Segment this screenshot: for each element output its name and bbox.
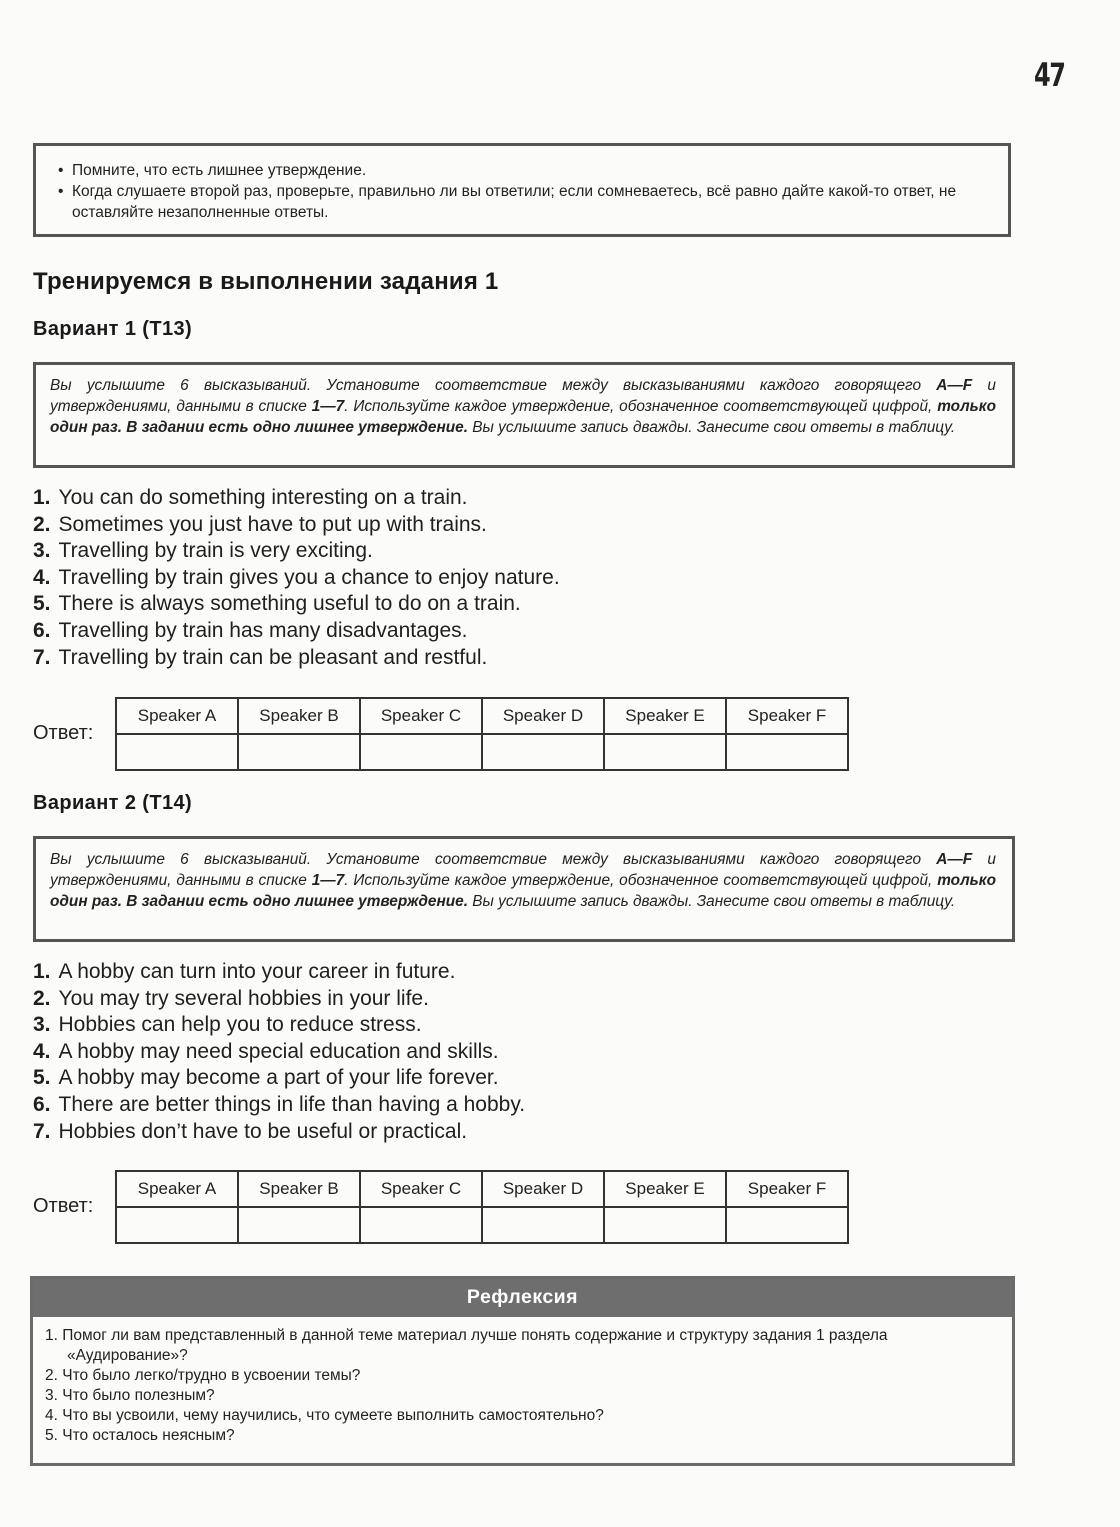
statement-text: There is always something useful to do on a train. [58, 592, 521, 616]
speaker-header: Speaker C [360, 698, 482, 734]
instruction-range: 1—7 [311, 872, 345, 889]
instruction-speakers: A—F [936, 851, 973, 868]
variant-2-instruction [33, 836, 1015, 942]
variant-1-statements [33, 485, 560, 671]
statement-number: 5. [33, 592, 51, 616]
speaker-header: Speaker A [116, 698, 238, 734]
statement-number: 6. [33, 618, 51, 642]
reflection-item: 1. Помог ли вам представленный в данной теме материал лучше понять содержание и структуру задания 1 раздела «Аудирование»? [45, 1327, 888, 1364]
statement-text: Sometimes you just have to put up with trains. [58, 512, 487, 536]
variant-2-title: Вариант 2 (Т14) [33, 792, 193, 814]
statement-number: 3. [33, 1013, 51, 1037]
reflection-item: 3. Что было полезным? [45, 1387, 215, 1404]
reflection-item: 5. Что осталось неясным? [45, 1427, 235, 1444]
section-title: Тренируемся в выполнении задания 1 [33, 268, 499, 295]
speaker-header: Speaker F [726, 1171, 848, 1207]
statement-text: You can do something interesting on a train. [58, 486, 468, 509]
statement-item [33, 1039, 525, 1066]
statement-item [33, 538, 560, 565]
statement-item [33, 512, 560, 539]
instruction-text: . Используйте каждое утверждение, обозначенное соответствующей цифрой, [344, 398, 938, 415]
speaker-header: Speaker F [726, 698, 848, 734]
reflection-title: Рефлексия [33, 1279, 1012, 1317]
answer-cell[interactable] [116, 1207, 238, 1243]
statement-item [33, 1119, 525, 1146]
answer-cell[interactable] [604, 1207, 726, 1243]
answer-cell[interactable] [238, 1207, 360, 1243]
statement-number: 4. [33, 565, 51, 589]
variant-1-title: Вариант 1 (Т13) [33, 318, 193, 340]
statement-item [33, 1092, 525, 1119]
reflection-item: 2. Что было легко/трудно в усвоении темы? [45, 1367, 361, 1384]
answer-label: Ответ: [33, 722, 94, 744]
speaker-header: Speaker D [482, 698, 604, 734]
statement-item [33, 1012, 525, 1039]
answer-cell[interactable] [482, 1207, 604, 1243]
statement-text: Travelling by train gives you a chance to enjoy nature. [58, 565, 560, 589]
statement-number: 7. [33, 645, 51, 669]
instruction-text: и утверждениями, данными в списке [50, 377, 996, 415]
answer-input-row [116, 1207, 848, 1243]
instruction-emphasis: только один раз. В задании есть одно лишнее утверждение. [50, 398, 996, 436]
statement-item [33, 591, 560, 618]
reflection-box [30, 1276, 1015, 1466]
speaker-header: Speaker D [482, 1171, 604, 1207]
page-number: 47 [1034, 56, 1065, 94]
statement-item [33, 1065, 525, 1092]
statement-text: Travelling by train has many disadvantages. [58, 618, 468, 642]
statement-text: A hobby may become a part of your life forever. [58, 1066, 499, 1090]
answer-cell[interactable] [726, 1207, 848, 1243]
statement-number: 1. [33, 486, 51, 509]
variant-2-answer-table [115, 1170, 849, 1244]
instruction-speakers: A—F [936, 377, 973, 394]
instruction-text: Вы услышите запись дважды. Занесите свои ответы в таблицу. [468, 893, 956, 910]
answer-cell[interactable] [360, 1207, 482, 1243]
instruction-text: Вы услышите запись дважды. Занесите свои ответы в таблицу. [468, 419, 956, 436]
statement-text: Travelling by train is very exciting. [58, 539, 373, 563]
instruction-range: 1—7 [311, 398, 345, 415]
answer-cell[interactable] [116, 734, 238, 770]
variant-1-answer-table [115, 697, 849, 771]
answer-input-row [116, 734, 848, 770]
reflection-list [33, 1317, 1012, 1446]
instruction-text: . Используйте каждое утверждение, обозначенное соответствующей цифрой, [344, 872, 938, 889]
reflection-item: 4. Что вы усвоили, чему научились, что сумеете выполнить самостоятельно? [45, 1407, 604, 1424]
answer-cell[interactable] [726, 734, 848, 770]
instruction-emphasis: только один раз. В задании есть одно лишнее утверждение. [50, 872, 996, 910]
variant-2-statements [33, 959, 525, 1145]
speaker-header: Speaker E [604, 1171, 726, 1207]
answer-cell[interactable] [482, 734, 604, 770]
statement-number: 5. [33, 1066, 51, 1090]
statement-number: 2. [33, 512, 51, 536]
statement-number: 4. [33, 1039, 51, 1063]
variant-1-instruction [33, 362, 1015, 468]
statement-text: Hobbies don’t have to be useful or practical. [58, 1119, 468, 1143]
statement-number: 6. [33, 1092, 51, 1116]
statement-text: You may try several hobbies in your life. [58, 986, 429, 1010]
instruction-text: Вы услышите 6 высказываний. Установите соответствие между высказываниями каждого говорящего [50, 851, 937, 868]
speaker-header: Speaker B [238, 1171, 360, 1207]
speaker-header: Speaker C [360, 1171, 482, 1207]
statement-item [33, 645, 560, 672]
answer-cell[interactable] [238, 734, 360, 770]
tips-list [60, 160, 988, 223]
tips-box [33, 143, 1011, 237]
answer-header-row [116, 1171, 848, 1207]
statement-item [33, 959, 525, 986]
statement-text: Hobbies can help you to reduce stress. [58, 1013, 422, 1037]
speaker-header: Speaker B [238, 698, 360, 734]
statement-item [33, 565, 560, 592]
statement-number: 7. [33, 1119, 51, 1143]
statement-item [33, 986, 525, 1013]
statement-number: 1. [33, 960, 51, 983]
answer-cell[interactable] [604, 734, 726, 770]
instruction-text: и утверждениями, данными в списке [50, 851, 996, 889]
statement-text: A hobby can turn into your career in future. [58, 960, 456, 983]
instruction-text: Вы услышите 6 высказываний. Установите соответствие между высказываниями каждого говорящего [50, 377, 937, 394]
answer-label: Ответ: [33, 1195, 94, 1217]
statement-item [33, 485, 560, 512]
statement-number: 2. [33, 986, 51, 1010]
statement-number: 3. [33, 539, 51, 563]
answer-header-row [116, 698, 848, 734]
speaker-header: Speaker E [604, 698, 726, 734]
statement-text: There are better things in life than having a hobby. [58, 1092, 526, 1116]
tip-item: • Когда слушаете второй раз, проверьте, правильно ли вы ответили; если сомневаетесь, всё равно дайте какой-то ответ, не оставляйте незаполненные ответы. [60, 181, 988, 223]
speaker-header: Speaker A [116, 1171, 238, 1207]
answer-cell[interactable] [360, 734, 482, 770]
statement-text: Travelling by train can be pleasant and restful. [58, 645, 488, 669]
statement-item [33, 618, 560, 645]
tip-item: • Помните, что есть лишнее утверждение. [60, 160, 988, 181]
statement-text: A hobby may need special education and skills. [58, 1039, 499, 1063]
